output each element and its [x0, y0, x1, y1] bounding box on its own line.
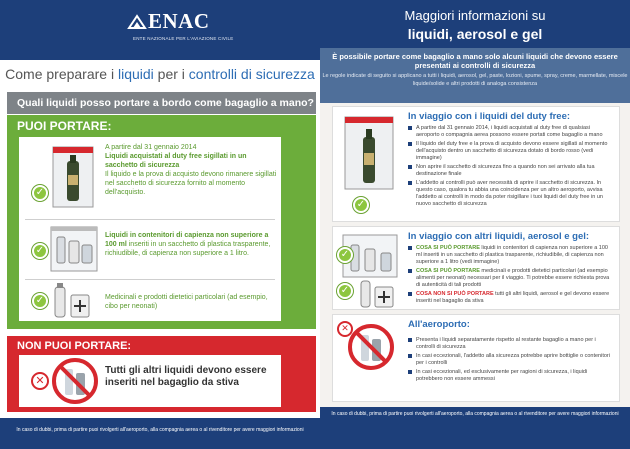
- airport-title: All'aeroporto:: [408, 319, 470, 330]
- item1-title: Liquidi acquistati al duty free sigillati in un sacchetto di sicurezza: [105, 153, 247, 169]
- logo-name: ENAC: [148, 9, 210, 33]
- item2-title: Liquidi in contenitori di capienza non superiore a 100 ml: [105, 232, 269, 248]
- logo-subtitle: ENTE NAZIONALE PER L'AVIAZIONE CIVILE: [133, 36, 234, 41]
- enac-logo-icon: [127, 14, 147, 30]
- list-item: COSA SI PUÒ PORTARE liquidi in contenitori di capienza non superiore a 100 ml inseriti in un sacchetto di plastica trasparente, richiudibile, di capienza non superiore a 1 litro (vedi immagine): [408, 245, 613, 266]
- item1-date: A partire dal 31 gennaio 2014: [105, 144, 197, 151]
- prohibited-liquids-icon: [347, 323, 395, 371]
- list-item: L'addetto ai controlli può aver necessità di aprire il sacchetto di sicurezza. In questo caso, qualora tu abbia una coincidenza per un altro aeroporto, avvisa l'addetto ai controlli in modo da poter risigillare i tuoi liquidi del duty free in un nuovo sacchetto di sicurezza: [408, 180, 613, 208]
- cannot-carry-box: [7, 336, 316, 412]
- check-icon: ✓: [337, 283, 353, 299]
- page-title: Come preparare i liquidi per i controlli di sicurezza: [5, 66, 315, 82]
- divider: [25, 279, 275, 280]
- list-item: COSA SI PUÒ PORTARE medicinali e prodotti dietetici particolari (ad esempio alimenti per neonati) necessari per il viaggio. Ti potrebbe essere richiesta prova di autenticità di tali prodotti: [408, 268, 613, 289]
- other-liquids-panel: [332, 226, 620, 310]
- medicine-icon: [359, 279, 399, 309]
- check-icon: ✓: [32, 243, 48, 259]
- right-page: [320, 0, 630, 449]
- check-icon: ✓: [32, 185, 48, 201]
- can-carry-box: [7, 115, 316, 329]
- intro-text: Le regole indicate di seguito si applicano a tutti i liquidi, aerosol, gel, paste, lozioni, spume, spray, creme, marmellate, miscele liquide/solide e altri prodotti di analoga consistenza: [322, 73, 628, 87]
- question-bar: Quali liquidi posso portare a bordo come bagaglio a mano?: [7, 92, 316, 114]
- cross-icon: ✕: [31, 372, 49, 390]
- item1-note: Il liquido e la prova di acquisto devono rimanere sigillati nel sacchetto di sicurezza fornito al momento dell'acquisto.: [105, 171, 277, 196]
- duty-free-bottle-icon: [341, 113, 397, 193]
- check-icon: ✓: [337, 247, 353, 263]
- right-footer: In caso di dubbi, prima di partire puoi rivolgerti all'aeroporto, alla compagnia aerea o al rivenditore per avere maggiori informazioni: [320, 407, 630, 427]
- list-item: COSA NON SI PUÒ PORTARE tutti gli altri liquidi, aerosol e gel devono essere inseriti nel bagaglio da stiva: [408, 291, 613, 305]
- cannot-carry-text: Tutti gli altri liquidi devono essere inseriti nel bagaglio da stiva: [105, 365, 267, 388]
- item3-title: Medicinali e prodotti dietetici particolari (ad esempio, cibo per neonati): [105, 294, 268, 310]
- list-item: In casi eccezionali, l'addetto alla sicurezza potrebbe aprire bottiglie o contenitori per i controlli: [408, 353, 613, 367]
- check-icon: ✓: [353, 197, 369, 213]
- intro-band: [320, 48, 630, 103]
- prohibited-liquids-icon: [51, 357, 99, 405]
- duty-free-title: In viaggio con i liquidi del duty free:: [408, 111, 571, 122]
- medicine-icon: [51, 283, 95, 319]
- list-item: Presenta i liquidi separatamente rispetto al restante bagaglio a mano per i controlli di sicurezza: [408, 337, 613, 351]
- can-carry-panel: [19, 137, 281, 321]
- can-carry-heading: PUOI PORTARE:: [17, 119, 112, 133]
- list-item: Non aprire il sacchetto di sicurezza fino a quando non sei arrivato alla tua destinazione finale: [408, 164, 613, 178]
- list-item: [19, 283, 281, 319]
- duty-free-bag-icon: [49, 143, 97, 211]
- left-header: [0, 0, 320, 60]
- right-heading-2: liquidi, aerosol e gel: [407, 26, 543, 42]
- check-icon: ✓: [32, 293, 48, 309]
- airport-list: [408, 337, 613, 385]
- intro-bold: È possibile portare come bagaglio a mano solo alcuni liquidi che devono essere presentati ai controlli di sicurezza: [332, 52, 618, 70]
- duty-free-panel: [332, 106, 620, 222]
- right-bottom-band: [320, 427, 630, 449]
- duty-free-list: [408, 125, 613, 210]
- list-item: Il liquido del duty free e la prova di acquisto devono essere sigillati al momento dell'acquisto dentro un sacchetto di sicurezza dotato di bordo rosso (vedi immagine): [408, 141, 613, 162]
- other-liquids-list: [408, 245, 613, 307]
- cross-icon: ✕: [337, 321, 353, 337]
- right-heading-1: Maggiori informazioni su: [404, 8, 546, 23]
- other-liquids-title: In viaggio con altri liquidi, aerosol e gel:: [408, 231, 590, 242]
- liquids-bag-icon: [49, 223, 99, 273]
- left-footer: In caso di dubbi, prima di partire puoi rivolgerti all'aeroporto, alla compagnia aerea o al rivenditore per avere maggiori informazioni: [0, 418, 320, 449]
- airport-panel: [332, 314, 620, 402]
- divider: [25, 219, 275, 220]
- cannot-carry-heading: NON PUOI PORTARE:: [17, 340, 132, 352]
- list-item: [19, 223, 281, 275]
- list-item: [19, 143, 281, 215]
- item2-note: inseriti in un sacchetto di plastica trasparente, richiudibile, di capienza non superiore a 1 litro.: [105, 241, 271, 257]
- cannot-carry-panel: [19, 355, 281, 407]
- right-header: [320, 0, 630, 48]
- list-item: In casi eccezionali, ed esclusivamente per ragioni di sicurezza, i liquidi potrebbero non essere ammessi: [408, 369, 613, 383]
- list-item: A partire dal 31 gennaio 2014, i liquidi acquistati al duty free di qualsiasi aeroporto o compagnia aerea possono essere portati come bagaglio a mano: [408, 125, 613, 139]
